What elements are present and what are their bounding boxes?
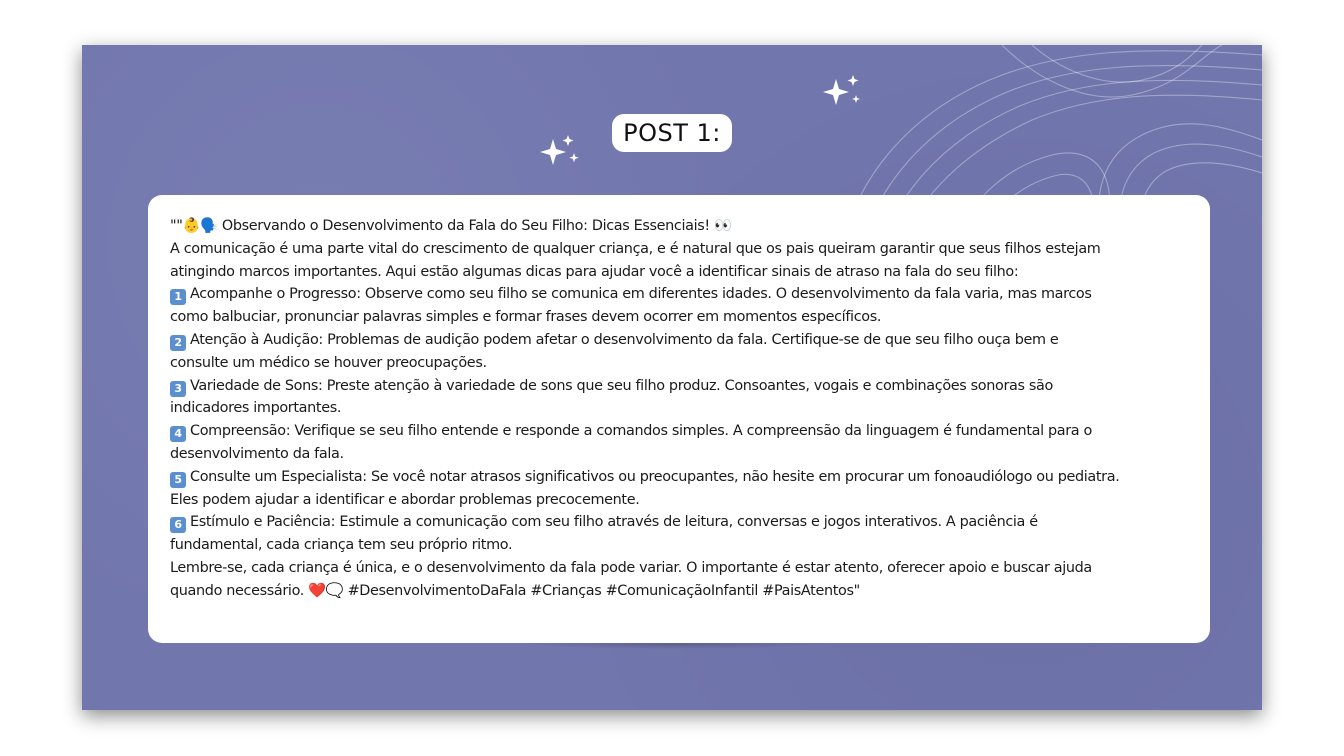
post-intro-line: atingindo marcos importantes. Aqui estão algumas dicas para ajudar você a identificar sinais de atraso na fala do seu filho: xyxy=(170,263,1019,280)
number-badge: 4 xyxy=(170,426,186,442)
tip-item xyxy=(170,511,1188,534)
post-card xyxy=(148,195,1210,643)
number-badge: 1 xyxy=(170,289,186,305)
tip-text: Variedade de Sons: Preste atenção à variedade de sons que seu filho produz. Consoantes, vogais e combinações sonoras são xyxy=(190,377,1053,394)
tip-continuation: como balbuciar, pronunciar palavras simples e formar frases devem ocorrer em momentos específicos. xyxy=(170,309,882,326)
tip-text: Consulte um Especialista: Se você notar atrasos significativos ou preocupantes, não hesite em procurar um fonoaudiólogo ou pediatra. xyxy=(190,468,1120,485)
post-closing-line: quando necessário. ❤️🗨️ #DesenvolvimentoDaFala #Crianças #ComunicaçãoInfantil #PaisAtentos" xyxy=(170,582,860,599)
post-intro-line: A comunicação é uma parte vital do crescimento de qualquer criança, e é natural que os pais queiram garantir que seus filhos estejam xyxy=(170,240,1101,257)
tip-item xyxy=(170,329,1188,352)
post-title: POST 1: xyxy=(612,114,732,152)
slide-background xyxy=(82,45,1262,710)
tip-continuation: indicadores importantes. xyxy=(170,400,342,417)
tip-item xyxy=(170,420,1188,443)
tip-continuation: Eles podem ajudar a identificar e abordar problemas precocemente. xyxy=(170,491,640,508)
number-badge: 5 xyxy=(170,472,186,488)
sparkle-icon xyxy=(537,133,583,169)
tip-continuation: consulte um médico se houver preocupações. xyxy=(170,354,487,371)
number-badge: 6 xyxy=(170,517,186,533)
tip-continuation: desenvolvimento da fala. xyxy=(170,445,344,462)
post-heading: ""👶🗣️ Observando o Desenvolvimento da Fala do Seu Filho: Dicas Essenciais! 👀 xyxy=(170,218,732,234)
tip-text: Atenção à Audição: Problemas de audição podem afetar o desenvolvimento da fala. Certifique-se de que seu filho ouça bem e xyxy=(190,331,1059,348)
tip-continuation: fundamental, cada criança tem seu próprio ritmo. xyxy=(170,537,513,554)
tip-text: Estímulo e Paciência: Estimule a comunicação com seu filho através de leitura, conversas e jogos interativos. A paciência é xyxy=(190,514,1038,531)
tip-item xyxy=(170,375,1188,398)
tip-text: Acompanhe o Progresso: Observe como seu filho se comunica em diferentes idades. O desenvolvimento da fala varia, mas marcos xyxy=(190,286,1092,303)
sparkle-icon xyxy=(820,73,866,109)
post-closing-line: Lembre-se, cada criança é única, e o desenvolvimento da fala pode variar. O importante é estar atento, oferecer apoio e buscar ajuda xyxy=(170,559,1092,576)
tip-item xyxy=(170,283,1188,306)
number-badge: 3 xyxy=(170,381,186,397)
tip-item xyxy=(170,466,1188,489)
number-badge: 2 xyxy=(170,335,186,351)
tip-text: Compreensão: Verifique se seu filho entende e responde a comandos simples. A compreensão da linguagem é fundamental para o xyxy=(190,423,1092,440)
